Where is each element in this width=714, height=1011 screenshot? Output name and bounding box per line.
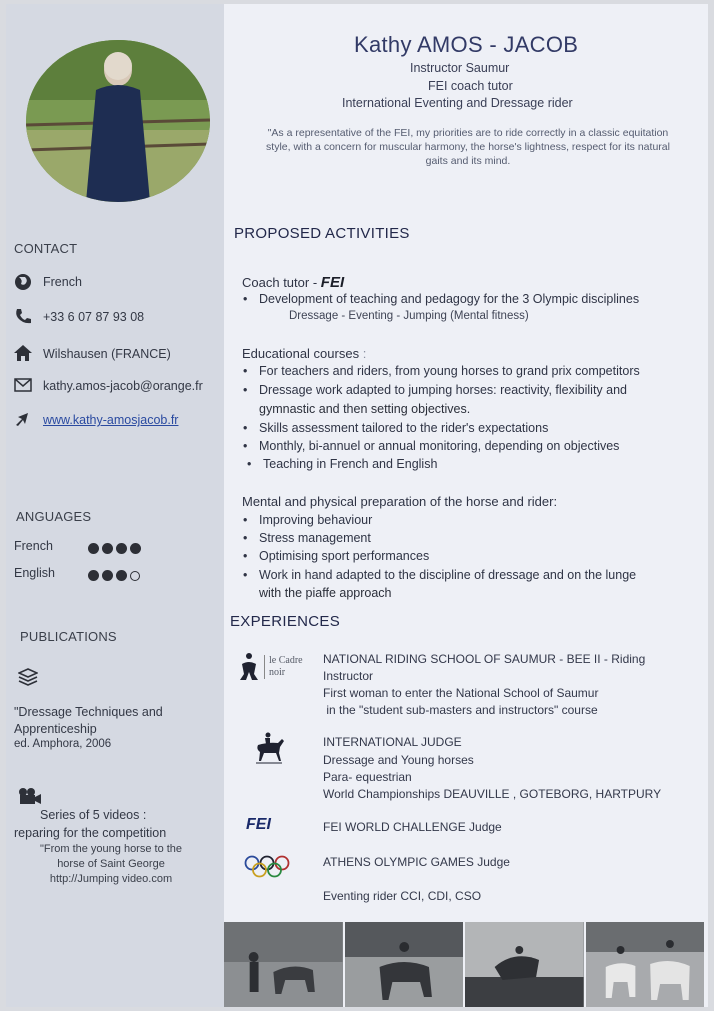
contact-phone: +33 6 07 87 93 08 bbox=[43, 310, 145, 324]
home-icon bbox=[14, 344, 34, 362]
language-french-rating bbox=[88, 541, 144, 559]
cadre-noir-logo-line2: noir bbox=[269, 667, 286, 678]
courses-title-text: Educational courses bbox=[242, 346, 360, 361]
exp-judge-detail-3: World Championships DEAUVILLE , GOTEBORG, HARTPURY bbox=[323, 787, 662, 801]
publications-heading: PUBLICATIONS bbox=[20, 629, 117, 644]
fei-logo: FEI bbox=[320, 274, 345, 291]
fei-logo-experience: FEI bbox=[246, 816, 271, 833]
rating-dot bbox=[102, 543, 113, 554]
contact-heading: CONTACT bbox=[14, 241, 78, 256]
prep-item: • Improving behaviour bbox=[259, 513, 372, 527]
video-series-url: http://Jumping video.com bbox=[49, 873, 173, 885]
coach-tutor-title bbox=[242, 274, 344, 291]
exp-fei-world-challenge: FEI WORLD CHALLENGE Judge bbox=[323, 820, 502, 834]
photo-riding-4 bbox=[586, 922, 705, 1007]
prep-item: • Work in hand adapted to the discipline of dressage and on the lunge bbox=[259, 568, 636, 582]
coach-tutor-bullet: • Development of teaching and pedagogy for the 3 Olympic disciplines bbox=[259, 292, 639, 306]
contact-language: French bbox=[43, 275, 82, 289]
activities-heading: PROPOSED ACTIVITIES bbox=[234, 225, 410, 242]
mission-quote: "As a representative of the FEI, my priorities are to ride correctly in a classic equitation style, with a concern for muscular harmony, the horse's lightness, respect for its natural gaits and its mind. bbox=[266, 127, 670, 167]
rating-dot bbox=[116, 543, 127, 554]
contact-website-link[interactable]: www.kathy-amosjacob.fr bbox=[43, 413, 179, 427]
course-item-continued: gymnastic and then setting objectives. bbox=[259, 402, 471, 416]
title-coach: FEI coach tutor bbox=[428, 79, 513, 93]
preparation-title: Mental and physical preparation of the horse and rider: bbox=[242, 494, 558, 509]
coach-tutor-label: Coach tutor - bbox=[242, 275, 318, 290]
publication-book-edition: ed. Amphora, 2006 bbox=[14, 738, 112, 750]
video-series-title: Series of 5 videos : bbox=[40, 808, 147, 822]
publication-book-title: "Dressage Techniques and bbox=[14, 705, 163, 719]
title-rider: International Eventing and Dressage rider bbox=[342, 96, 573, 110]
contact-location: Wilshausen (FRANCE) bbox=[43, 347, 171, 361]
course-item: • Monthly, bi-annuel or annual monitoring, depending on objectives bbox=[259, 439, 619, 453]
language-english-rating bbox=[88, 568, 143, 586]
phone-icon bbox=[14, 307, 34, 325]
photo-strip bbox=[224, 922, 704, 1007]
rating-dot bbox=[102, 570, 113, 581]
courses-title bbox=[242, 346, 366, 361]
rating-dot bbox=[88, 543, 99, 554]
prep-item: • Stress management bbox=[259, 531, 371, 545]
exp-judge-detail-1: Dressage and Young horses bbox=[323, 753, 474, 767]
exp-eventing-rider: Eventing rider CCI, CDI, CSO bbox=[323, 889, 482, 903]
rating-dot bbox=[88, 570, 99, 581]
video-camera-icon bbox=[18, 787, 38, 805]
mail-icon bbox=[14, 378, 34, 396]
cadre-noir-logo-line1: le Cadre bbox=[269, 655, 303, 666]
exp-olympic-games: ATHENS OLYMPIC GAMES Judge bbox=[323, 855, 510, 869]
languages-heading: ANGUAGES bbox=[16, 509, 92, 524]
exp-saumur-title: NATIONAL RIDING SCHOOL OF SAUMUR - BEE II - Riding bbox=[323, 652, 646, 666]
language-french: French bbox=[14, 539, 53, 553]
coach-tutor-disciplines: Dressage - Eventing - Jumping (Mental fitness) bbox=[289, 310, 529, 322]
olympic-rings-icon bbox=[244, 855, 290, 884]
course-item: • Dressage work adapted to jumping horses: reactivity, flexibility and bbox=[259, 383, 627, 397]
book-stack-icon bbox=[18, 668, 38, 686]
photo-riding-3 bbox=[465, 922, 584, 1007]
photo-riding-2 bbox=[345, 922, 464, 1007]
exp-saumur-detail-2: in the "student sub-masters and instructors" course bbox=[323, 703, 598, 717]
course-item: • Skills assessment tailored to the rider's expectations bbox=[259, 421, 548, 435]
contact-email[interactable]: kathy.amos-jacob@orange.fr bbox=[43, 379, 203, 393]
rating-dot bbox=[130, 543, 141, 554]
publication-book-title-2: Apprenticeship bbox=[14, 722, 97, 736]
person-name: Kathy AMOS - JACOB bbox=[354, 32, 579, 57]
cursor-arrow-icon bbox=[14, 411, 34, 429]
experiences-heading: EXPERIENCES bbox=[230, 613, 340, 630]
exp-saumur-role: Instructor bbox=[323, 669, 374, 683]
title-instructor: Instructor Saumur bbox=[410, 61, 510, 75]
rider-silhouette-icon bbox=[238, 652, 258, 682]
course-item: • Teaching in French and English bbox=[263, 457, 437, 471]
exp-judge-title: INTERNATIONAL JUDGE bbox=[323, 735, 462, 749]
language-english: English bbox=[14, 566, 55, 580]
courses-colon: : bbox=[362, 346, 367, 361]
cv-page bbox=[6, 4, 708, 1007]
course-item: • For teachers and riders, from young horses to grand prix competitors bbox=[259, 364, 640, 378]
video-series-desc-2: horse of Saint George bbox=[57, 858, 165, 870]
dressage-horse-icon bbox=[252, 731, 286, 770]
prep-item: • Optimising sport performances bbox=[259, 549, 429, 563]
photo-riding-1 bbox=[224, 922, 343, 1007]
rating-dot bbox=[116, 570, 127, 581]
exp-saumur-detail-1: First woman to enter the National School of Saumur bbox=[323, 686, 599, 700]
rating-dot-empty bbox=[130, 571, 140, 581]
prep-item-continued: with the piaffe approach bbox=[259, 586, 392, 600]
cadre-noir-logo bbox=[264, 655, 303, 679]
video-series-subtitle: reparing for the competition bbox=[14, 826, 167, 840]
video-series-desc-1: "From the young horse to the bbox=[39, 843, 183, 855]
globe-icon bbox=[14, 273, 34, 291]
exp-judge-detail-2: Para- equestrian bbox=[323, 770, 412, 784]
profile-photo bbox=[26, 40, 210, 202]
